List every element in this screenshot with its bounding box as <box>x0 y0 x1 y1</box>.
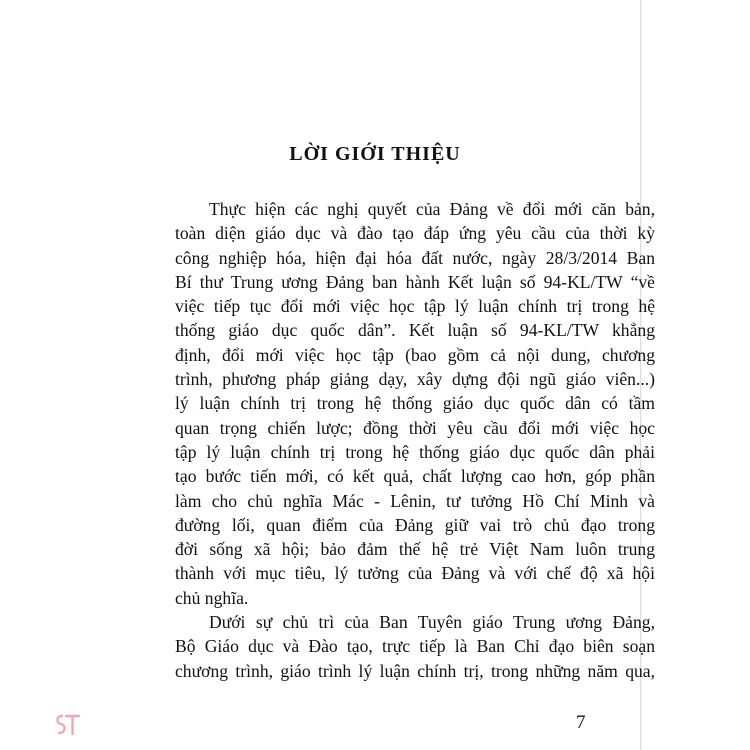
text-line: làm cho chủ nghĩa Mác - Lênin, tư tưởng Hồ Chí Minh và <box>175 490 655 511</box>
book-page <box>110 0 655 750</box>
text-line: đường lối, quan điểm của Đảng giữ vai trò chủ đạo trong <box>175 514 655 535</box>
text-line: lý luận chính trị trong hệ thống giáo dục quốc dân có tầm <box>175 393 655 414</box>
body-text <box>175 197 655 683</box>
publisher-logo-icon <box>52 710 82 740</box>
text-line: việc tiếp tục đổi mới việc học tập lý luận chính trị trong hệ <box>175 296 655 317</box>
text-line: quan trọng chiến lược; đồng thời yêu cầu đổi mới việc học <box>175 417 655 438</box>
text-line: Bí thư Trung ương Đảng ban hành Kết luận số 94-KL/TW “về <box>175 271 655 292</box>
text-line: Dưới sự chủ trì của Ban Tuyên giáo Trung ương Đảng, <box>209 612 655 633</box>
text-line: thành với mục tiêu, lý tưởng của Đảng và với chế độ xã hội <box>175 563 655 584</box>
text-line: đời sống xã hội; bảo đảm thế hệ trẻ Việt Nam luôn trung <box>175 539 655 560</box>
text-line: thống giáo dục quốc dân”. Kết luận số 94-KL/TW khẳng <box>175 320 655 341</box>
text-line: chương trình, giáo trình lý luận chính trị, trong những năm qua, <box>175 660 655 681</box>
text-line: trình, phương pháp giảng dạy, xây dựng đội ngũ giáo viên...) <box>175 369 655 390</box>
text-line: toàn diện giáo dục và đào tạo đáp ứng yêu cầu của thời kỳ <box>175 223 655 244</box>
text-line: Thực hiện các nghị quyết của Đảng về đổi mới căn bản, <box>209 199 655 219</box>
page-number: 7 <box>576 712 586 733</box>
page-title: LỜI GIỚI THIỆU <box>289 143 461 165</box>
text-line: Bộ Giáo dục và Đào tạo, trực tiếp là Ban Chỉ đạo biên soạn <box>175 636 655 657</box>
text-line: định, đổi mới việc học tập (bao gồm cả nội dung, chương <box>175 344 655 365</box>
text-line: tạo bước tiến mới, có kết quả, chất lượng cao hơn, góp phần <box>175 466 655 487</box>
text-line: tập lý luận chính trị trong hệ thống giáo dục quốc dân phải <box>175 441 655 462</box>
text-line: chủ nghĩa. <box>175 587 249 608</box>
text-line: công nghiệp hóa, hiện đại hóa đất nước, ngày 28/3/2014 Ban <box>175 247 655 268</box>
